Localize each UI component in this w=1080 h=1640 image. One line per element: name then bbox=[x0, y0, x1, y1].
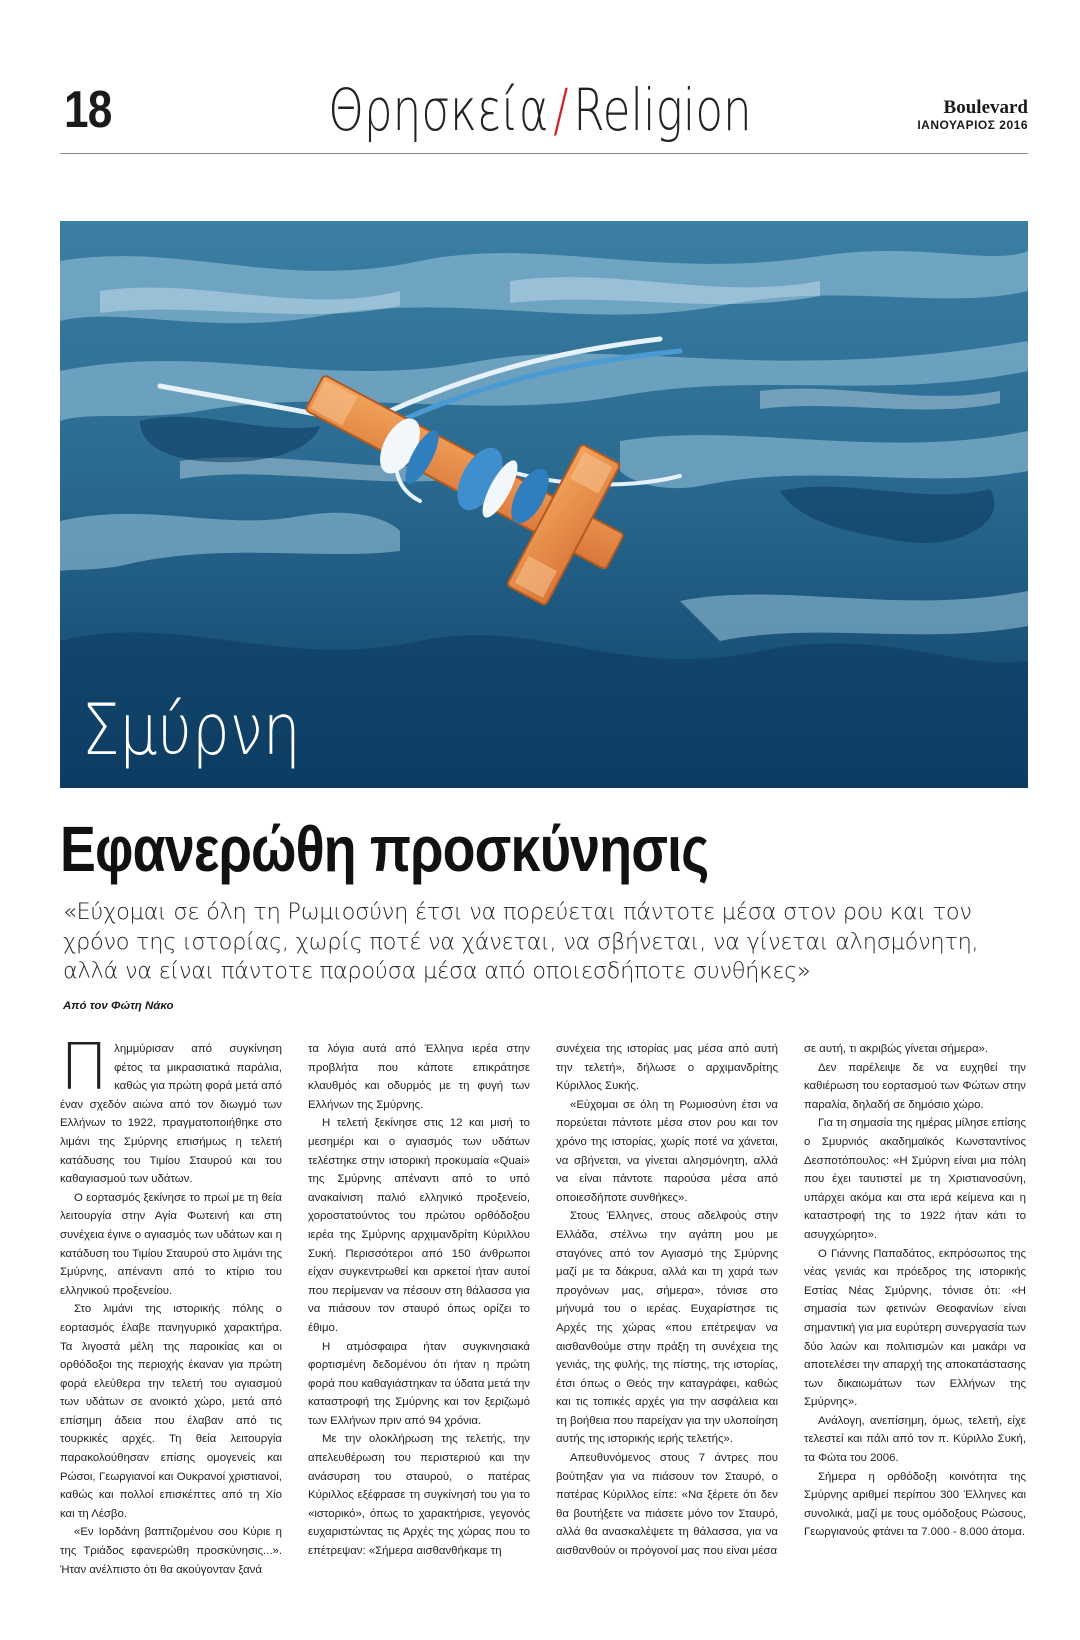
article-byline: Από τον Φώτη Νάκο bbox=[63, 1000, 174, 1012]
paragraph: «Εύχομαι σε όλη τη Ρωμιοσύνη έτσι να πορεύεται πάντοτε μέσα στον ρου και τον χρόνο της ιστορίας, χωρίς ποτέ να χάνεται, να σβήνεται, να γίνεται αλησμόνητη, αλλά να είναι πάντοτε παρούσα μέσα από οποιεσδήποτε συνθήκες». bbox=[556, 1098, 778, 1204]
paragraph: Με την ολοκλήρωση της τελετής, την απελευθέρωση του περιστεριού και την ανάσυρση του σταυρού, ο πατέρας Κύριλλος εξέφρασε τη συγκίνησή του για το «ιστορικό», όπως το χαρακτήρισε, γεγονός ευχαριστώντας τις Αρχές της χώρας που το επέτρεψαν: «Σήμερα αισθανθήκαμε τη bbox=[308, 1433, 530, 1558]
paragraph: Η τελετή ξεκίνησε στις 12 και μισή το μεσημέρι και ο αγιασμός των υδάτων τελέστηκε στην ιστορική προκυμαία «Quai» της Σμύρνης απέναντι από το υπό ανακαίνιση παλιό ελληνικό προξενείο, χοροστατούντος του πρώτου ορθόδοξου ιερέα της Σμύρνης αρχιμανδρίτη Κύριλλου Συκή. Περισσότεροι από 150 άνθρωποι είχαν συγκεντρωθεί και αρκετοί ήταν αυτοί που περίμεναν να πέσουν στη θάλασσα για να πιάσουν τον σταυρό όπως ορίζει το έθιμο. bbox=[308, 1117, 530, 1334]
drop-cap: Π bbox=[60, 1031, 109, 1105]
paragraph: σε αυτή, τι ακριβώς γίνεται σήμερα». bbox=[804, 1043, 989, 1055]
article-column-3 bbox=[556, 1040, 778, 1561]
paragraph: Στους Έλληνες, στους αδελφούς στην Ελλάδα, στέλνω την αγάπη μου με σταγόνες από τον Αγιασμό της Σμύρνης μαζί με τα δάκρυα, αλλά και τη χαρά των προγόνων μας, σήμερα», τόνισε στο μήνυμά του ο ιερέας. Ευχαρίστησε τις Αρχές της χώρας «που επέτρεψαν να αισθανθούμε στην πράξη τη συνέχεια της γενιάς, της φυλής, της πίστης, της ιστορίας, έτσι όπως ο Θεός την καταγράφει, καθώς και τις τοπικές αρχές για την ασφάλεια και τη βοήθεια που παρείχαν για την υλοποίηση αυτής της ιστορικής ιερής τελετής». bbox=[556, 1210, 778, 1446]
paragraph: συνέχεια της ιστορίας μας μέσα από αυτή την τελετή», δήλωσε ο αρχιμανδρίτης Κύριλλος Συκής. bbox=[556, 1043, 778, 1093]
section-title-separator: / bbox=[553, 76, 569, 144]
paragraph: Σήμερα η ορθόδοξη κοινότητα της Σμύρνης αριθμεί περίπου 300 Έλληνες και συνολικά, μαζί με τους ομόδοξους Ρώσους, Γεωργιανούς φτάνει τα 7.000 - 8.000 άτομα. bbox=[804, 1470, 1026, 1539]
paragraph: Δεν παρέλειψε δε να ευχηθεί την καθιέρωση του εορτασμού των Φώτων στην παραλία, δηλαδή σε δημόσιο χώρο. bbox=[804, 1061, 1026, 1111]
article-lede: «Εύχομαι σε όλη τη Ρωμιοσύνη έτσι να πορεύεται πάντοτε μέσα στον ρου και τον χρόνο της ιστορίας, χωρίς ποτέ να χάνεται, να σβήνεται, να γίνεται αλησμόνητη, αλλά να είναι πάντοτε παρούσα μέσα από οποιεσδήποτε συνθήκες» bbox=[63, 899, 979, 985]
article-column-2 bbox=[308, 1040, 530, 1561]
paragraph: Η ατμόσφαιρα ήταν συγκινησιακά φορτισμένη δεδομένου ότι ήταν η πρώτη φορά που καθαγιάστηκαν τα ύδατα μετά την καταστροφή της Σμύρνης και τον ξεριζωμό των Ελλήνων πριν από 94 χρόνια. bbox=[308, 1340, 530, 1427]
paragraph: Ο Γιάννης Παπαδάτος, εκπρόσωπος της νέας γενιάς και πρόεδρος της ιστορικής Εστίας Νέας Σμύρνης, τόνισε ότι: «Η σημασία των φετινών Θεοφανίων είναι σημαντική για μια ευρύτερη συνεργασία των δύο λαών και πολιτισμών και μακάρι να αποτελέσει την απαρχή της αποκατάστασης των δικαιωμάτων των Ελλήνων της Σμύρνης». bbox=[804, 1247, 1026, 1409]
paragraph: Για τη σημασία της ημέρας μίλησε επίσης ο Σμυρνιός ακαδημαϊκός Κωνσταντίνος Δεσποτόπουλος: «Η Σμύρνη είναι μια πόλη που έχει ταυτιστεί με τη Χριστιανοσύνη, υπάρχει ακόμα και στα ιερά κείμενα και η καταστροφή της το 1922 ήταν κάτι το ασυγχώρητο». bbox=[804, 1117, 1026, 1241]
issue-date: ΙΑΝΟΥΑΡΙΟΣ 2016 bbox=[917, 118, 1028, 132]
paragraph: «Εν Ιορδάνη βαπτιζομένου σου Κύριε η της Τριάδος εφανερώθη προσκύνησις...». Ήταν ανέλπιστο ότι θα ακούγονταν ξανά bbox=[60, 1526, 282, 1576]
paragraph: Ο εορτασμός ξεκίνησε το πρωί με τη θεία λειτουργία στην Αγία Φωτεινή και στη συνέχεια έγινε ο αγιασμός των υδάτων και η κατάδυση του Τιμίου Σταυρού στο λιμάνι της Σμύρνης, απέναντι από το κτίριο του ελληνικού προξενείου. bbox=[60, 1191, 282, 1297]
header-divider bbox=[60, 153, 1028, 154]
section-title-english: Religion bbox=[573, 76, 752, 144]
hero-caption: Σμύρνη bbox=[82, 689, 301, 771]
hero-photo bbox=[60, 221, 1028, 788]
paragraph: τα λόγια αυτά από Έλληνα ιερέα στην προβλήτα που κάποτε επικράτησε κλαυθμός και οδυρμός με τη φυγή των Ελλήνων της Σμύρνης. bbox=[308, 1043, 530, 1111]
article-column-4 bbox=[804, 1040, 1026, 1542]
section-title-greek: Θρησκεία bbox=[328, 76, 549, 144]
article-column-1 bbox=[60, 1031, 282, 1579]
brand-name: Boulevard bbox=[943, 97, 1028, 118]
paragraph: Απευθυνόμενος στους 7 άντρες που βούτηξαν για να πιάσουν τον Σταυρό, ο πατέρας Κύριλλος είπε: «Να ξέρετε ότι δεν θα βουτήξετε να πιάσετε μόνο τον Σταυρό, αλλά θα ανασκαλέψετε τη θάλασσα, για να αισθανθούν οι πρόγονοί μας που είναι μέσα bbox=[556, 1452, 778, 1558]
paragraph: Στο λιμάνι της ιστορικής πόλης ο εορτασμός έλαβε πανηγυρικό χαρακτήρα. Τα λιγοστά μέλη της παροικίας και οι ορθόδοξοι της περιοχής έκαναν για πρώτη φορά ελεύθερα την τελετή του αγιασμού των υδάτων σε ανοικτό χώρο, μετά από επίσημη άδεια που έλαβαν από τις τουρκικές αρχές. Τη θεία λειτουργία παρακολούθησαν επίσης ομογενείς και Ρώσοι, Γεωργιανοί και Ουκρανοί χριστιανοί, καθώς και πολλοί επισκέπτες από τη Χίο και τη Λέσβο. bbox=[60, 1303, 282, 1520]
article-headline: Εφανερώθη προσκύνησις bbox=[60, 813, 709, 885]
section-title bbox=[119, 76, 961, 144]
paragraph: Ανάλογη, ανεπίσημη, όμως, τελετή, είχε τελεστεί και πάλι από τον π. Κύριλλο Συκή, τα Φώτα του 2006. bbox=[804, 1414, 1026, 1465]
publication-brand bbox=[917, 98, 1028, 131]
paragraph: Πλημμύρισαν από συγκίνηση φέτος τα μικρασιατικά παράλια, καθώς για πρώτη φορά μετά από έναν σχεδόν αιώνα από τον διωγμό των Ελλήνων το 1922, πραγματοποιήθηκε στο λιμάνι της Σμύρνης επισήμως η τελετή κατάδυσης του Τιμίου Σταυρού και του καθαγιασμού των υδάτων. bbox=[60, 1031, 282, 1186]
page-number: 18 bbox=[64, 81, 112, 139]
